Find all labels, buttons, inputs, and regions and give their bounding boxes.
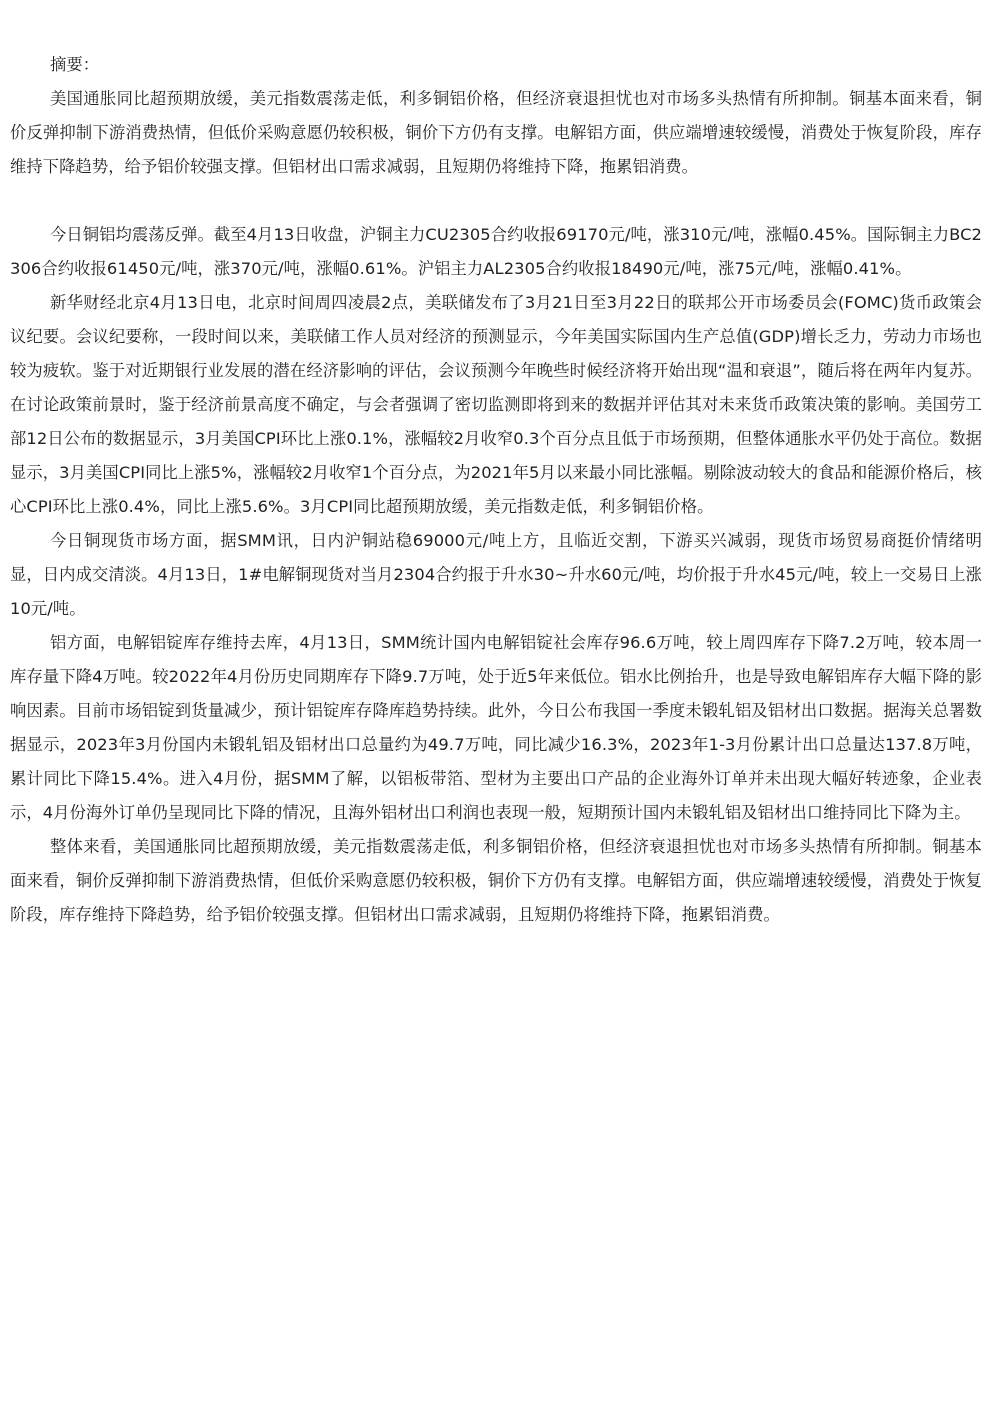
paragraph-fomc-minutes: 新华财经北京4月13日电，北京时间周四凌晨2点，美联储发布了3月21日至3月22日的联邦公开市场委员会(FOMC)货币政策会议纪要。会议纪要称，一段时间以来，美联储工作人员对经济的预测显示，今年美国实际国内生产总值(GDP)增长乏力，劳动力市场也较为疲软。鉴于对近期银行业发展的潜在经济影响的评估，会议预测今年晚些时候经济将开始出现“温和衰退”，随后将在两年内复苏。在讨论政策前景时，鉴于经济前景高度不确定，与会者强调了密切监测即将到来的数据并评估其对未来货币政策决策的影响。美国劳工部12日公布的数据显示，3月美国CPI环比上涨0.1%，涨幅较2月收窄0.3个百分点且低于市场预期，但整体通胀水平仍处于高位。数据显示，3月美国CPI同比上涨5%，涨幅较2月收窄1个百分点，为2021年5月以来最小同比涨幅。剔除波动较大的食品和能源价格后，核心CPI环比上涨0.4%，同比上涨5.6%。3月CPI同比超预期放缓，美元指数走低，利多铜铝价格。: [10, 293, 982, 516]
paragraph-summary: 整体来看，美国通胀同比超预期放缓，美元指数震荡走低，利多铜铝价格，但经济衰退担忧也对市场多头热情有所抑制。铜基本面来看，铜价反弹抑制下游消费热情，但低价采购意愿仍较积极，铜价下方仍有支撑。电解铝方面，供应端增速较缓慢，消费处于恢复阶段，库存维持下降趋势，给予铝价较强支撑。但铝材出口需求减弱，且短期仍将维持下降，拖累铝消费。: [10, 837, 982, 924]
section-spacer: [10, 184, 982, 218]
abstract-label: 摘要：: [50, 55, 100, 74]
paragraph-aluminum: 铝方面，电解铝锭库存维持去库，4月13日，SMM统计国内电解铝锭社会库存96.6万吨，较上周四库存下降7.2万吨，较本周一库存量下降4万吨。较2022年4月份历史同期库存下降9.7万吨，处于近5年来低位。铝水比例抬升，也是导致电解铝库存大幅下降的影响因素。目前市场铝锭到货量减少，预计铝锭库存降库趋势持续。此外，今日公布我国一季度未锻轧铝及铝材出口数据。据海关总署数据显示，2023年3月份国内未锻轧铝及铝材出口总量约为49.7万吨，同比减少16.3%，2023年1-3月份累计出口总量达137.8万吨，累计同比下降15.4%。进入4月份，据SMM了解，以铝板带箔、型材为主要出口产品的企业海外订单并未出现大幅好转迹象，企业表示，4月份海外订单仍呈现同比下降的情况，且海外铝材出口利润也表现一般，短期预计国内未锻轧铝及铝材出口维持同比下降为主。: [10, 633, 982, 822]
abstract-paragraph: 美国通胀同比超预期放缓，美元指数震荡走低，利多铜铝价格，但经济衰退担忧也对市场多头热情有所抑制。铜基本面来看，铜价反弹抑制下游消费热情，但低价采购意愿仍较积极，铜价下方仍有支撑。电解铝方面，供应端增速较缓慢，消费处于恢复阶段，库存维持下降趋势，给予铝价较强支撑。但铝材出口需求减弱，且短期仍将维持下降，拖累铝消费。: [10, 89, 982, 176]
paragraph-market-close: 今日铜铝均震荡反弹。截至4月13日收盘，沪铜主力CU2305合约收报69170元/吨，涨310元/吨，涨幅0.45%。国际铜主力BC2306合约收报61450元/吨，涨370元/吨，涨幅0.61%。沪铝主力AL2305合约收报18490元/吨，涨75元/吨，涨幅0.41%。: [10, 225, 982, 278]
paragraph-copper-spot: 今日铜现货市场方面，据SMM讯，日内沪铜站稳69000元/吨上方，且临近交割，下游买兴减弱，现货市场贸易商挺价情绪明显，日内成交清淡。4月13日，1#电解铜现货对当月2304合约报于升水30~升水60元/吨，均价报于升水45元/吨，较上一交易日上涨10元/吨。: [10, 531, 982, 618]
document-body: [10, 48, 982, 932]
